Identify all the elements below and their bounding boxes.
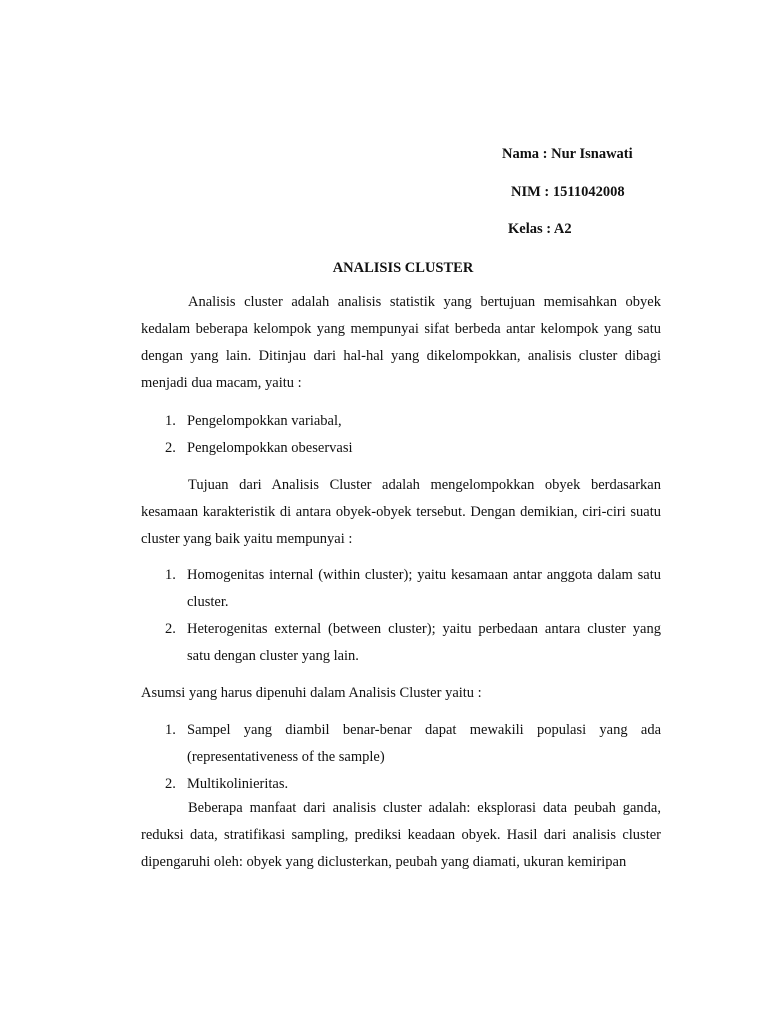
list-item	[141, 771, 661, 798]
list-number: 2.	[165, 621, 176, 637]
student-id: NIM : 1511042008	[511, 184, 625, 200]
list-text: Homogenitas internal (within cluster); yaitu kesamaan antar anggota dalam satu cluster.	[187, 567, 661, 610]
paragraph-benefits: Beberapa manfaat dari analisis cluster adalah: eksplorasi data peubah ganda, reduksi data, stratifikasi sampling, prediksi keadaan obyek. Hasil dari analisis cluster dipengaruhi oleh: obyek yang diclusterkan, peubah yang diamati, ukuran kemiripan	[141, 800, 661, 870]
list-assumptions	[141, 717, 661, 798]
paragraph-assumptions: Asumsi yang harus dipenuhi dalam Analisis Cluster yaitu :	[141, 685, 482, 701]
list-text: Pengelompokkan variabal,	[187, 413, 342, 429]
list-text: Sampel yang diambil benar-benar dapat mewakili populasi yang ada (representativeness of the sample)	[187, 722, 661, 765]
list-number: 1.	[165, 413, 176, 429]
list-item	[141, 435, 661, 462]
author-name: Nama : Nur Isnawati	[502, 146, 633, 162]
list-item	[141, 562, 661, 616]
list-item	[141, 717, 661, 771]
list-cluster-types	[141, 408, 661, 462]
list-item	[141, 616, 661, 670]
document-title: ANALISIS CLUSTER	[332, 260, 474, 276]
class-label: Kelas : A2	[508, 221, 572, 237]
list-number: 2.	[165, 776, 176, 792]
list-number: 1.	[165, 722, 176, 738]
list-text: Heterogenitas external (between cluster); yaitu perbedaan antara cluster yang satu dengan cluster yang lain.	[187, 621, 661, 664]
list-cluster-criteria	[141, 562, 661, 670]
list-text: Pengelompokkan obeservasi	[187, 440, 353, 456]
list-item	[141, 408, 661, 435]
paragraph-purpose: Tujuan dari Analisis Cluster adalah mengelompokkan obyek berdasarkan kesamaan karakteristik di antara obyek-obyek tersebut. Dengan demikian, ciri-ciri suatu cluster yang baik yaitu mempunyai :	[141, 477, 661, 547]
list-number: 2.	[165, 440, 176, 456]
paragraph-intro: Analisis cluster adalah analisis statistik yang bertujuan memisahkan obyek kedalam beberapa kelompok yang mempunyai sifat berbeda antar kelompok yang satu dengan yang lain. Ditinjau dari hal-hal yang dikelompokkan, analisis cluster dibagi menjadi dua macam, yaitu :	[141, 294, 661, 391]
list-number: 1.	[165, 567, 176, 583]
list-text: Multikolinieritas.	[187, 776, 289, 792]
